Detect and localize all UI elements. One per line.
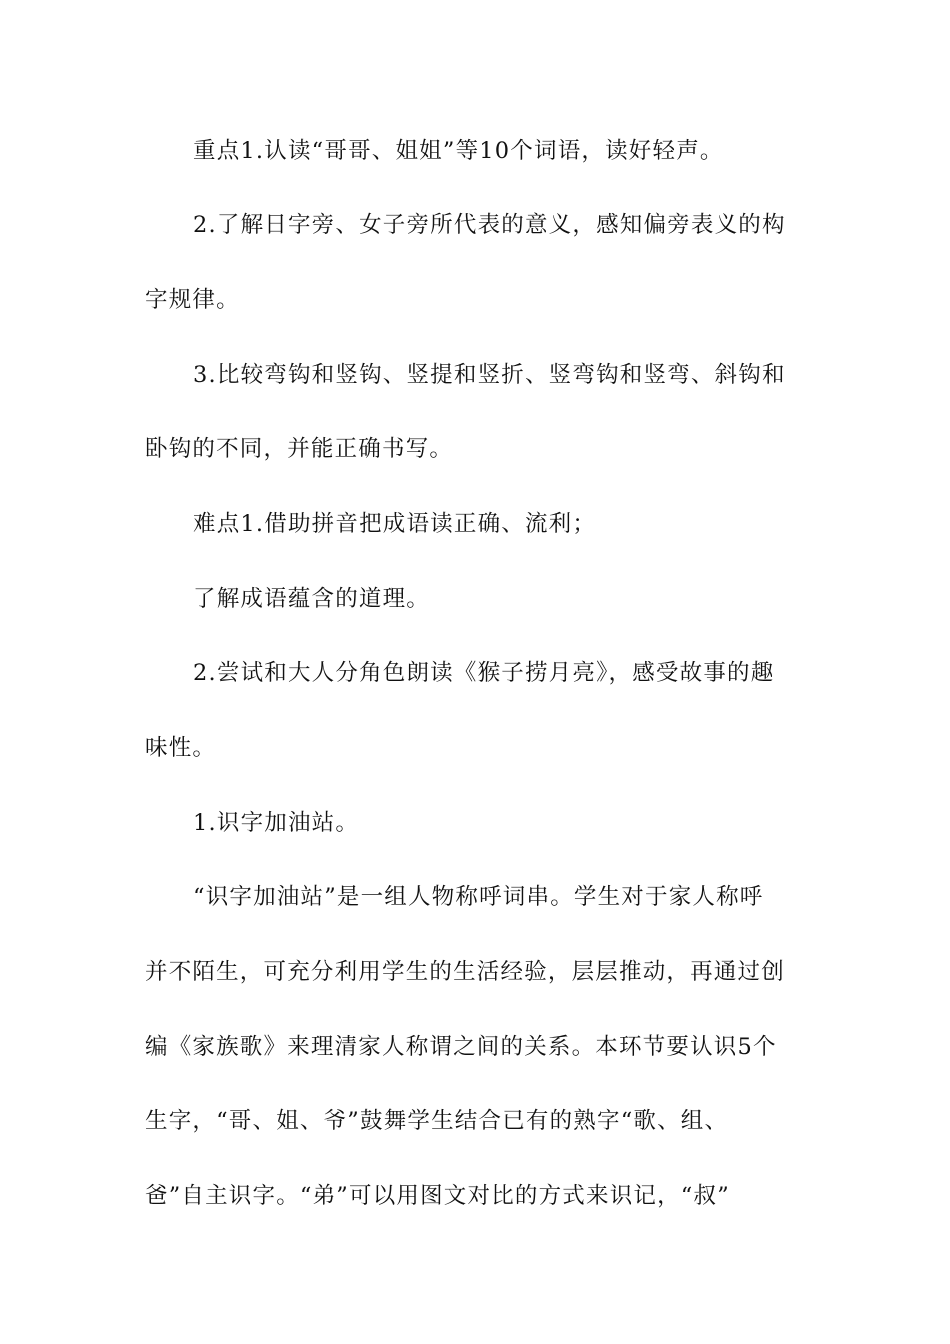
text-line: 爸”自主识字。“弟”可以用图文对比的方式来识记，“叔” [145, 1183, 730, 1209]
text-line: 生字，“哥、姐、爷”鼓舞学生结合已有的熟字“歌、组、 [145, 1108, 729, 1134]
text-line: 1.识字加油站。 [193, 810, 360, 836]
text-line: 了解成语蕴含的道理。 [193, 586, 431, 612]
text-line: 重点1.认读“哥哥、姐姐”等10个词语，读好轻声。 [193, 138, 724, 164]
text-line: 2.尝试和大人分角色朗读《猴子捞月亮》，感受故事的趣 [193, 660, 775, 686]
text-line: 难点1.借助拼音把成语读正确、流利； [193, 511, 597, 537]
text-line: 3.比较弯钩和竖钩、竖提和竖折、竖弯钩和竖弯、斜钩和 [193, 362, 786, 388]
text-line: 卧钩的不同，并能正确书写。 [145, 436, 454, 462]
text-line: “识字加油站”是一组人物称呼词串。学生对于家人称呼 [193, 884, 764, 910]
text-line: 味性。 [145, 735, 217, 761]
text-line: 字规律。 [145, 287, 240, 313]
text-line: 2.了解日字旁、女子旁所代表的意义，感知偏旁表义的构 [193, 212, 786, 238]
text-line: 编《家族歌》来理清家人称谓之间的关系。本环节要认识5个 [145, 1034, 777, 1060]
text-line: 并不陌生，可充分利用学生的生活经验，层层推动，再通过创 [145, 959, 785, 985]
